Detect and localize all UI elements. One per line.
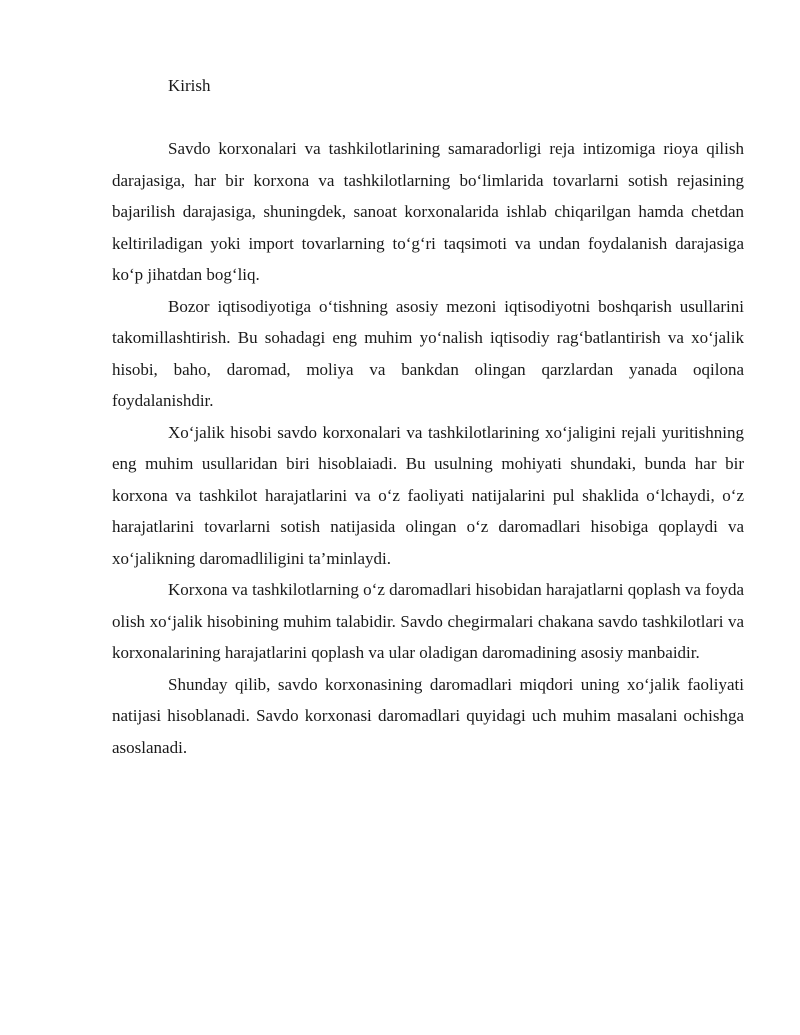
document-body: [112, 70, 744, 763]
section-heading: Kirish: [168, 76, 211, 95]
paragraph-3: Xo‘jalik hisobi savdo korxonalari va tashkilotlarining xo‘jaligini rejali yuritishning eng muhim usullaridan biri hisoblaiadi. Bu usulning mohiyati shundaki, bunda har bir korxona va tashkilot harajatlarini va o‘z faoliyati natijalarini pul shaklida o‘lchaydi, o‘z harajatlarini tovarlarni sotish natijasida olingan o‘z daromadlari hisobiga qoplaydi va xo‘jalikning daromadliligini ta’minlaydi.: [112, 422, 744, 568]
heading-spacer: [112, 101, 744, 133]
paragraph-4: Korxona va tashkilotlarning o‘z daromadlari hisobidan harajatlarni qoplash va foyda olish xo‘jalik hisobining muhim talabidir. Savdo chegirmalari chakana savdo tashkilotlari va korxonalarining harajatlarini qoplash va ular oladigan daromadining asosiy manbaidir.: [112, 580, 744, 662]
paragraph-5: Shunday qilib, savdo korxonasining daromadlari miqdori uning xo‘jalik faoliyati natijasi hisoblanadi. Savdo korxonasi daromadlari quyidagi uch muhim masalani ochishga asoslanadi.: [112, 674, 744, 757]
paragraph-2: Bozor iqtisodiyotiga o‘tishning asosiy mezoni iqtisodiyotni boshqarish usullarini takomillashtirish. Bu sohadagi eng muhim yo‘nalish iqtisodiy rag‘batlantirish va xo‘jalik hisobi, baho, daromad, moliya va bankdan olingan qarzlardan yanada oqilona foydalanishdir.: [112, 296, 744, 410]
paragraph-1: Savdo korxonalari va tashkilotlarining samaradorligi reja intizomiga rioya qilish darajasiga, har bir korxona va tashkilotlarning bo‘limlarida tovarlarni sotish rejasining bajarilish darajasiga, shuningdek, sanoat korxonalarida ishlab chiqarilgan hamda chetdan keltiriladigan yoki import tovarlarning to‘g‘ri taqsimoti va undan foydalanish darajasiga ko‘p jihatdan bog‘liq.: [112, 139, 744, 284]
